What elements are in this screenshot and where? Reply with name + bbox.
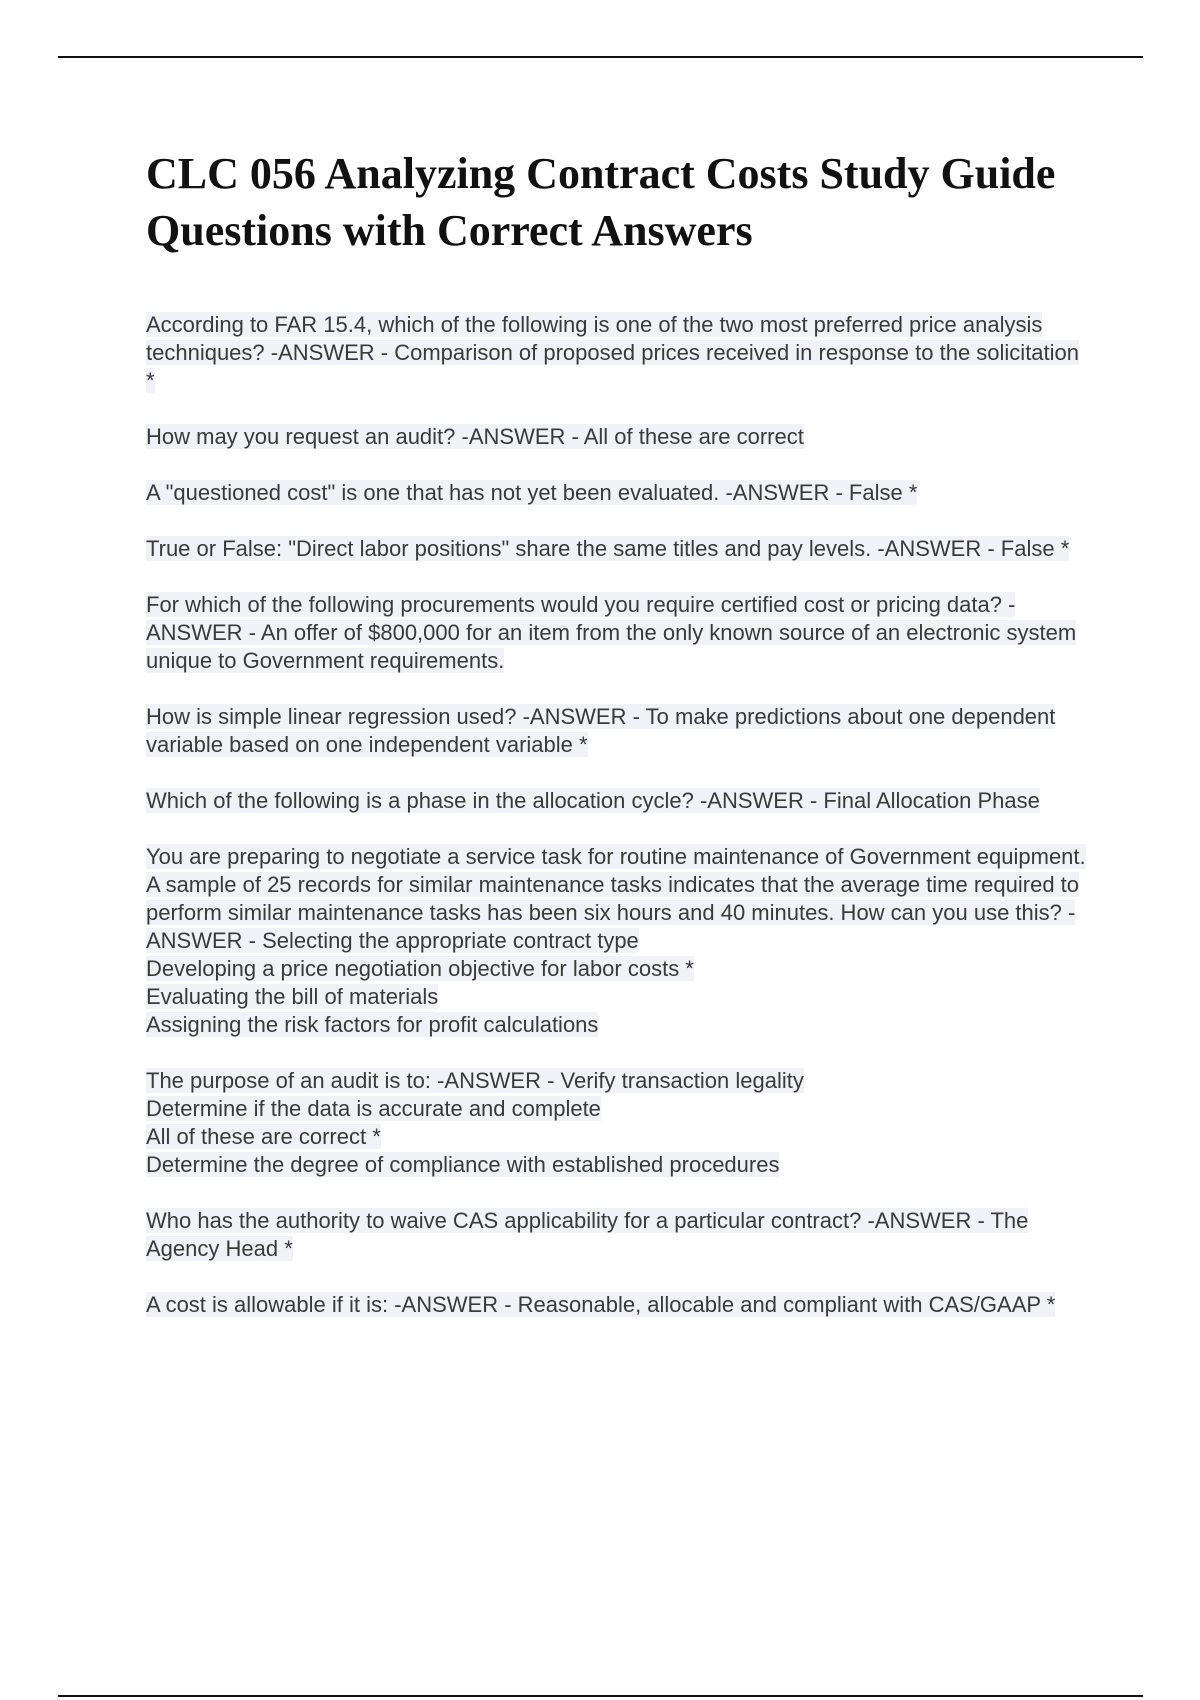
qa-item [146,1207,1091,1263]
qa-answer-option: Developing a price negotiation objective for labor costs * [146,956,694,981]
qa-list [146,311,1091,1347]
qa-item [146,423,1091,451]
qa-text: For which of the following procurements would you require certified cost or pricing data? -ANSWER - An offer of $800,000 for an item from the only known source of an electronic system unique to Government requirements. [146,592,1077,673]
qa-text: A cost is allowable if it is: -ANSWER - Reasonable, allocable and compliant with CAS/GAAP * [146,1292,1056,1317]
qa-item [146,311,1091,395]
qa-text: Who has the authority to waive CAS applicability for a particular contract? -ANSWER - The Agency Head * [146,1208,1029,1261]
qa-text: How may you request an audit? -ANSWER - All of these are correct [146,424,804,449]
qa-item [146,535,1091,563]
qa-item [146,703,1091,759]
qa-item [146,479,1091,507]
header-rule [58,56,1143,58]
qa-item [146,1291,1091,1319]
qa-text: How is simple linear regression used? -ANSWER - To make predictions about one dependent variable based on one independent variable * [146,704,1056,757]
qa-text: The purpose of an audit is to: -ANSWER - Verify transaction legality [146,1068,804,1093]
qa-answer-option: Determine if the data is accurate and complete [146,1096,601,1121]
qa-text: True or False: "Direct labor positions" share the same titles and pay levels. -ANSWER - False * [146,536,1070,561]
qa-text: According to FAR 15.4, which of the following is one of the two most preferred price analysis techniques? -ANSWER - Comparison of proposed prices received in response to the solicitation * [146,312,1080,393]
qa-item [146,591,1091,675]
qa-item [146,843,1091,1039]
qa-answer-option: Determine the degree of compliance with established procedures [146,1152,780,1177]
qa-text: Which of the following is a phase in the allocation cycle? -ANSWER - Final Allocation Phase [146,788,1040,813]
qa-item [146,787,1091,815]
footer-rule [58,1695,1143,1697]
qa-text: A "questioned cost" is one that has not yet been evaluated. -ANSWER - False * [146,480,918,505]
qa-item [146,1067,1091,1179]
qa-answer-option: Assigning the risk factors for profit calculations [146,1012,599,1037]
qa-text: You are preparing to negotiate a service task for routine maintenance of Government equipment. A sample of 25 records for similar maintenance tasks indicates that the average time required to perform similar maintenance tasks has been six hours and 40 minutes. How can you use this? -ANSWER - Selecting the appropriate contract type [146,844,1086,953]
document-title: CLC 056 Analyzing Contract Costs Study Guide Questions with Correct Answers [146,149,1056,255]
qa-answer-option: Evaluating the bill of materials [146,984,439,1009]
qa-answer-option: All of these are correct * [146,1124,381,1149]
